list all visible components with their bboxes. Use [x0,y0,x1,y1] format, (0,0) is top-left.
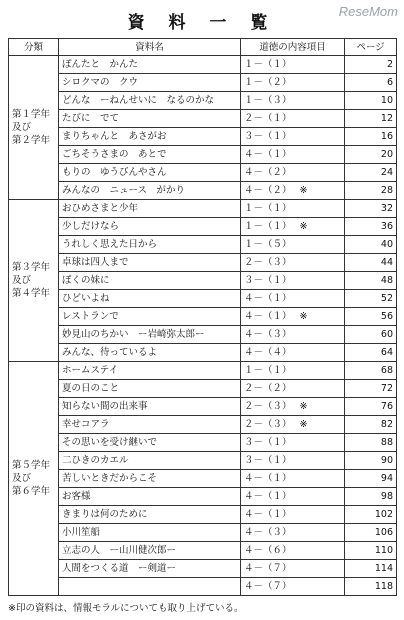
content-item: １－（１） [244,365,292,376]
grade-label-line: 及び [12,275,32,286]
page-number: 12 [345,110,397,128]
material-name: ごちそうさまの あとで [59,146,241,164]
table-row [9,290,397,308]
header-page: ページ [345,39,397,56]
page-number: 36 [345,218,397,236]
content-item: ４－（２） [244,185,292,196]
grade-cell [9,200,59,362]
table-row [9,524,397,542]
content-item: １－（３） [244,95,292,106]
page-number: 32 [345,200,397,218]
table-row [9,416,397,434]
material-name: みんな、待っているよ [59,344,241,362]
content-item-cell [241,56,345,74]
header-name: 資料名 [59,39,241,56]
material-name: 少しだけなら [59,218,241,236]
content-item: ４－（３） [244,329,292,340]
table-row [9,506,397,524]
grade-label-line: 第６学年 [12,486,51,497]
content-item-cell [241,218,345,236]
table-row [9,128,397,146]
info-moral-mark: ※ [299,311,308,322]
content-item-cell [241,110,345,128]
grade-label-line: 第４学年 [12,288,51,299]
material-name: その思いを受け継いで [59,434,241,452]
content-item: １－（２） [244,77,292,88]
site-logo: ReseMom [338,4,398,19]
page-number: 72 [345,380,397,398]
content-item-cell [241,470,345,488]
table-row [9,578,397,596]
material-name: レストランで [59,308,241,326]
page-number: 24 [345,164,397,182]
content-item-cell [241,254,345,272]
page-number: 114 [345,560,397,578]
grade-label-line: 第２学年 [12,135,51,146]
material-name: おひめさまと少年 [59,200,241,218]
content-item: １－（５） [244,239,292,250]
material-name: 夏の日のこと [59,380,241,398]
content-item-cell [241,344,345,362]
material-name: みんなの ニュース がかり [59,182,241,200]
material-name: 二ひきのカエル [59,452,241,470]
content-item: １－（１） [244,59,292,70]
page-number: 56 [345,308,397,326]
content-item: ３－（１） [244,455,292,466]
content-item-cell [241,542,345,560]
content-item: ４－（２） [244,167,292,178]
content-item-cell [241,452,345,470]
table-row [9,182,397,200]
table-row [9,380,397,398]
material-name: 苦しいときだからこそ [59,470,241,488]
material-name: 小川笙船 [59,524,241,542]
material-name: たびに でて [59,110,241,128]
content-item-cell [241,362,345,380]
table-row [9,452,397,470]
page-number: 90 [345,452,397,470]
page-number: 40 [345,236,397,254]
grade-label-line: 及び [12,122,32,133]
content-item-cell [241,164,345,182]
content-item: ４－（１） [244,311,292,322]
table-row [9,488,397,506]
content-item-cell [241,416,345,434]
material-name: まりちゃんと あさがお [59,128,241,146]
table-row [9,362,397,380]
page-number: 6 [345,74,397,92]
content-item-cell [241,74,345,92]
page-number: 2 [345,56,397,74]
page-number: 28 [345,182,397,200]
content-item-cell [241,290,345,308]
content-item-cell [241,488,345,506]
material-name: ホームステイ [59,362,241,380]
content-item: ４－（１） [244,491,292,502]
content-item: ４－（１） [244,149,292,160]
content-item-cell [241,308,345,326]
grade-label-line: 第１学年 [12,109,51,120]
material-name: 立志の人 ー山川健次郎ー [59,542,241,560]
content-item: ２－（２） [244,383,292,394]
content-item: ４－（７） [244,563,292,574]
page-number: 102 [345,506,397,524]
content-item: ４－（１） [244,473,292,484]
page-number: 88 [345,434,397,452]
grade-label-line: 第５学年 [12,460,51,471]
content-item: ４－（３） [244,527,292,538]
content-item: ４－（６） [244,545,292,556]
content-item-cell [241,380,345,398]
header-grade: 分類 [9,39,59,56]
material-name: 妙見山のちかい ー岩崎弥太郎ー [59,326,241,344]
material-name: 人間をつくる道 ー剣道ー [59,560,241,578]
content-item: ３－（１） [244,131,292,142]
content-item: ４－（１） [244,293,292,304]
page-number: 10 [345,92,397,110]
content-item-cell [241,434,345,452]
table-row [9,164,397,182]
page-number: 98 [345,488,397,506]
material-name: 知らない間の出来事 [59,398,241,416]
table-row [9,398,397,416]
table-row [9,200,397,218]
content-item: ４－（７） [244,581,292,592]
content-item-cell [241,326,345,344]
content-item: ２－（１） [244,113,292,124]
table-row [9,560,397,578]
table-row [9,434,397,452]
page-number: 118 [345,578,397,596]
material-name: ひどいよね [59,290,241,308]
content-item-cell [241,92,345,110]
content-item-cell [241,398,345,416]
page-number: 60 [345,326,397,344]
material-name: もりの ゆうびんやさん [59,164,241,182]
table-row [9,56,397,74]
grade-label-line: 第３学年 [12,262,51,273]
material-name: うれしく思えた日から [59,236,241,254]
table-row [9,326,397,344]
page-number: 106 [345,524,397,542]
table-row [9,470,397,488]
content-item: １－（１） [244,203,292,214]
content-item-cell [241,560,345,578]
content-item: ４－（１） [244,509,292,520]
content-item-cell [241,236,345,254]
table-row [9,308,397,326]
page-number: 16 [345,128,397,146]
table-row [9,110,397,128]
grade-cell [9,362,59,596]
info-moral-mark: ※ [299,185,308,196]
header-item: 道徳の内容項目 [241,39,345,56]
material-name: シロクマの クウ [59,74,241,92]
page-number: 52 [345,290,397,308]
content-item-cell [241,506,345,524]
page-number: 64 [345,344,397,362]
table-row [9,92,397,110]
content-item-cell [241,578,345,596]
page-number: 94 [345,470,397,488]
table-row [9,218,397,236]
page-number: 76 [345,398,397,416]
table-row [9,344,397,362]
material-name: 幸せコアラ [59,416,241,434]
material-name: きまりは何のために [59,506,241,524]
content-item: ２－（３） [244,419,292,430]
page-title: 資 料 一 覧 [127,13,277,33]
table-row [9,236,397,254]
content-item-cell [241,182,345,200]
material-name: どんな ーねんせいに なるのかな [59,92,241,110]
material-name: ぼくの妹に [59,272,241,290]
info-moral-mark: ※ [299,221,308,232]
content-item: ４－（４） [244,347,292,358]
table-row [9,74,397,92]
content-item: ３－（１） [244,275,292,286]
content-item: ２－（３） [244,257,292,268]
content-item-cell [241,200,345,218]
page-number: 110 [345,542,397,560]
page-number: 44 [345,254,397,272]
footnote: ※印の資料は、情報モラルについても取り上げている。 [8,603,244,614]
content-item-cell [241,272,345,290]
material-list-table [8,38,397,596]
table-header-row [9,39,397,56]
info-moral-mark: ※ [299,419,308,430]
content-item: ３－（１） [244,437,292,448]
material-name: お客様 [59,488,241,506]
table-row [9,272,397,290]
grade-cell [9,56,59,200]
table-body [9,56,397,596]
info-moral-mark: ※ [299,401,308,412]
content-item: １－（１） [244,221,292,232]
page-number: 68 [345,362,397,380]
page-number: 82 [345,416,397,434]
grade-label-line: 及び [12,473,32,484]
page-number: 20 [345,146,397,164]
content-item-cell [241,128,345,146]
page-number: 48 [345,272,397,290]
table-row [9,146,397,164]
material-name [59,578,241,596]
table-row [9,254,397,272]
material-name: ぽんたと かんた [59,56,241,74]
table-row [9,542,397,560]
material-name: 卓球は四人まで [59,254,241,272]
content-item-cell [241,146,345,164]
content-item-cell [241,524,345,542]
content-item: ２－（３） [244,401,292,412]
